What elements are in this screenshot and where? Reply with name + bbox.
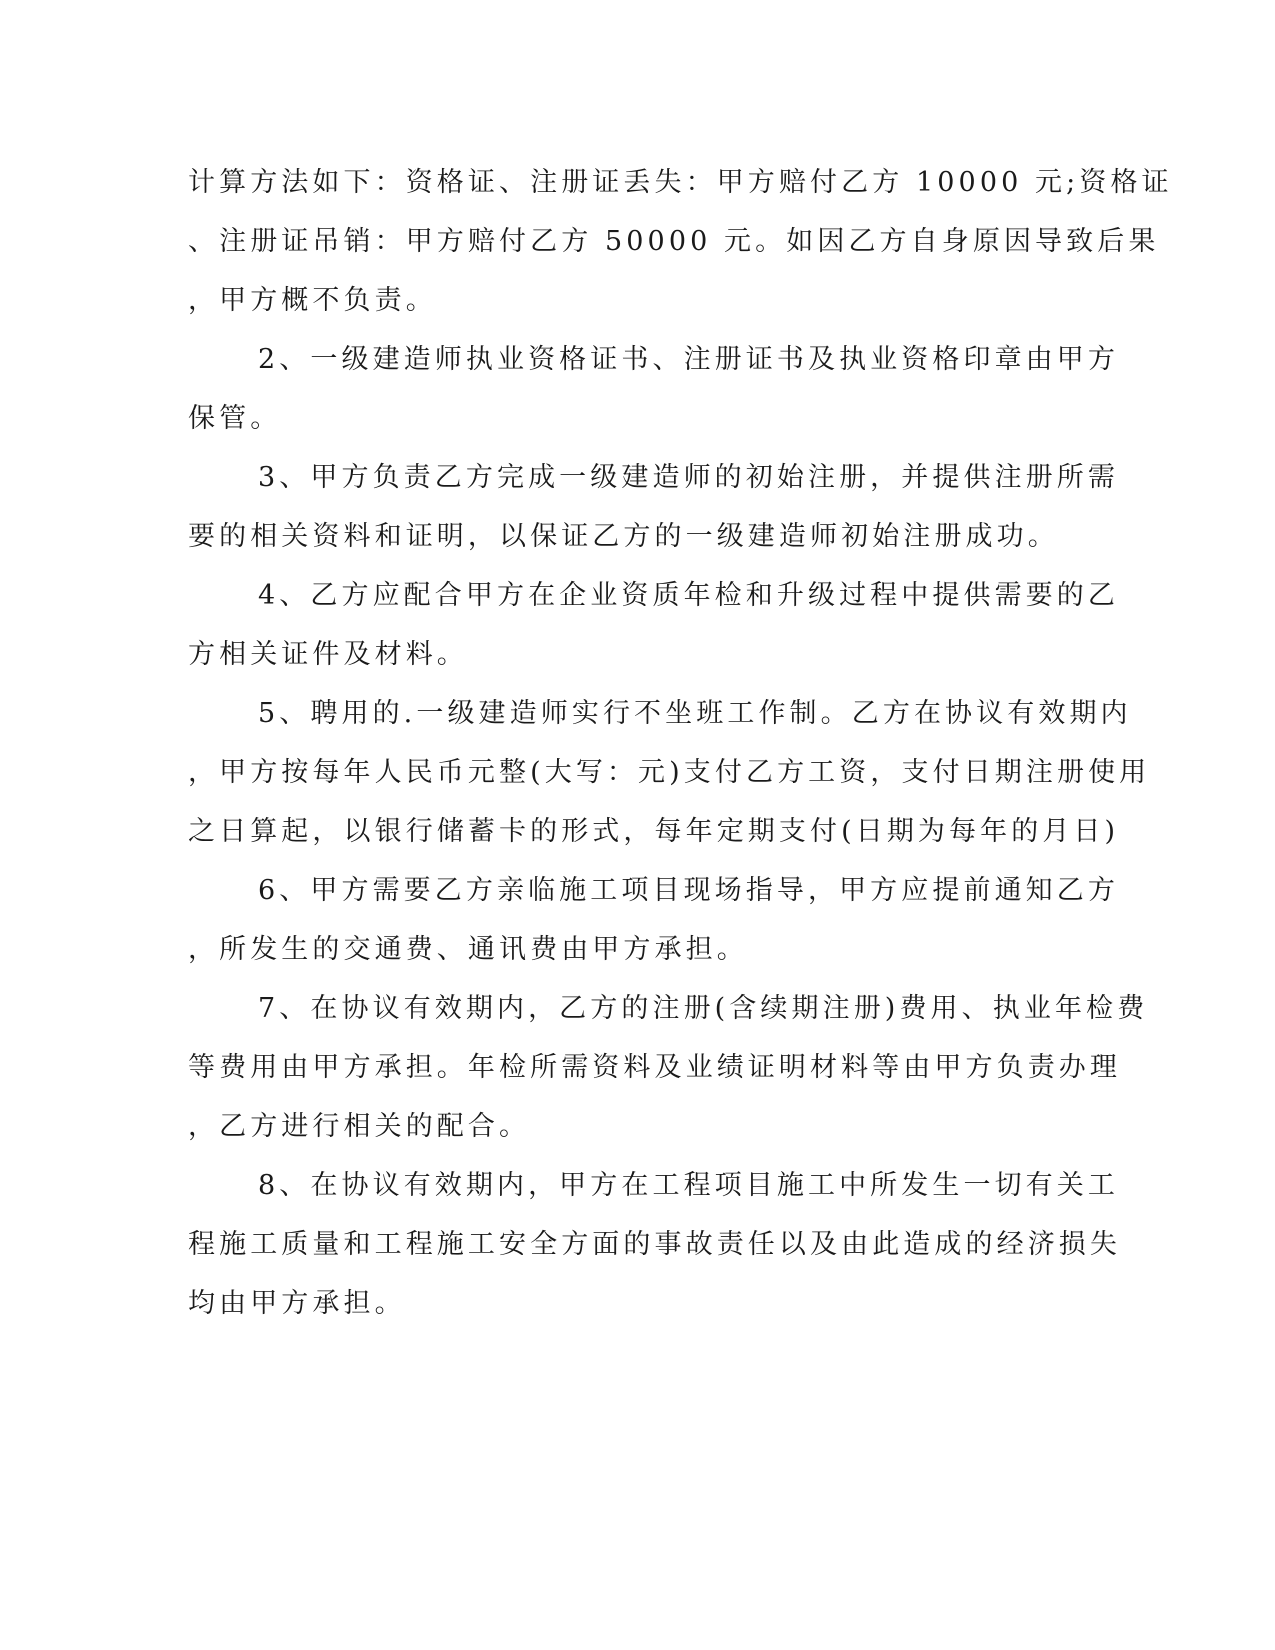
text-line: 计算方法如下：资格证、注册证丢失：甲方赔付乙方 10000 元;资格证 — [188, 167, 1173, 198]
text-line: ，甲方概不负责。 — [188, 285, 437, 316]
paragraph-3-first-line: 3、甲方负责乙方完成一级建造师的初始注册，并提供注册所需 — [258, 462, 1119, 493]
text-line: ，所发生的交通费、通讯费由甲方承担。 — [188, 934, 748, 965]
paragraph-2-first-line: 2、一级建造师执业资格证书、注册证书及执业资格印章由甲方 — [258, 344, 1119, 375]
paragraph-4-first-line: 4、乙方应配合甲方在企业资质年检和升级过程中提供需要的乙 — [258, 580, 1119, 611]
text-line: 保管。 — [188, 403, 282, 434]
text-line: 、注册证吊销：甲方赔付乙方 50000 元。如因乙方自身原因导致后果 — [188, 226, 1160, 257]
text-line: 方相关证件及材料。 — [188, 639, 468, 670]
text-line: ，甲方按每年人民币元整(大写：元)支付乙方工资，支付日期注册使用 — [188, 757, 1151, 788]
text-line: ，乙方进行相关的配合。 — [188, 1111, 531, 1142]
text-line: 等费用由甲方承担。年检所需资料及业绩证明材料等由甲方负责办理 — [188, 1052, 1121, 1083]
text-line: 要的相关资料和证明，以保证乙方的一级建造师初始注册成功。 — [188, 521, 1059, 552]
paragraph-7-first-line: 7、在协议有效期内，乙方的注册(含续期注册)费用、执业年检费 — [258, 993, 1149, 1024]
text-line: 之日算起，以银行储蓄卡的形式，每年定期支付(日期为每年的月日) — [188, 816, 1120, 847]
paragraph-6-first-line: 6、甲方需要乙方亲临施工项目现场指导，甲方应提前通知乙方 — [258, 875, 1119, 906]
text-line: 均由甲方承担。 — [188, 1288, 406, 1319]
paragraph-8-first-line: 8、在协议有效期内，甲方在工程项目施工中所发生一切有关工 — [258, 1170, 1119, 1201]
paragraph-5-first-line: 5、聘用的.一级建造师实行不坐班工作制。乙方在协议有效期内 — [258, 698, 1132, 729]
text-line: 程施工质量和工程施工安全方面的事故责任以及由此造成的经济损失 — [188, 1229, 1121, 1260]
